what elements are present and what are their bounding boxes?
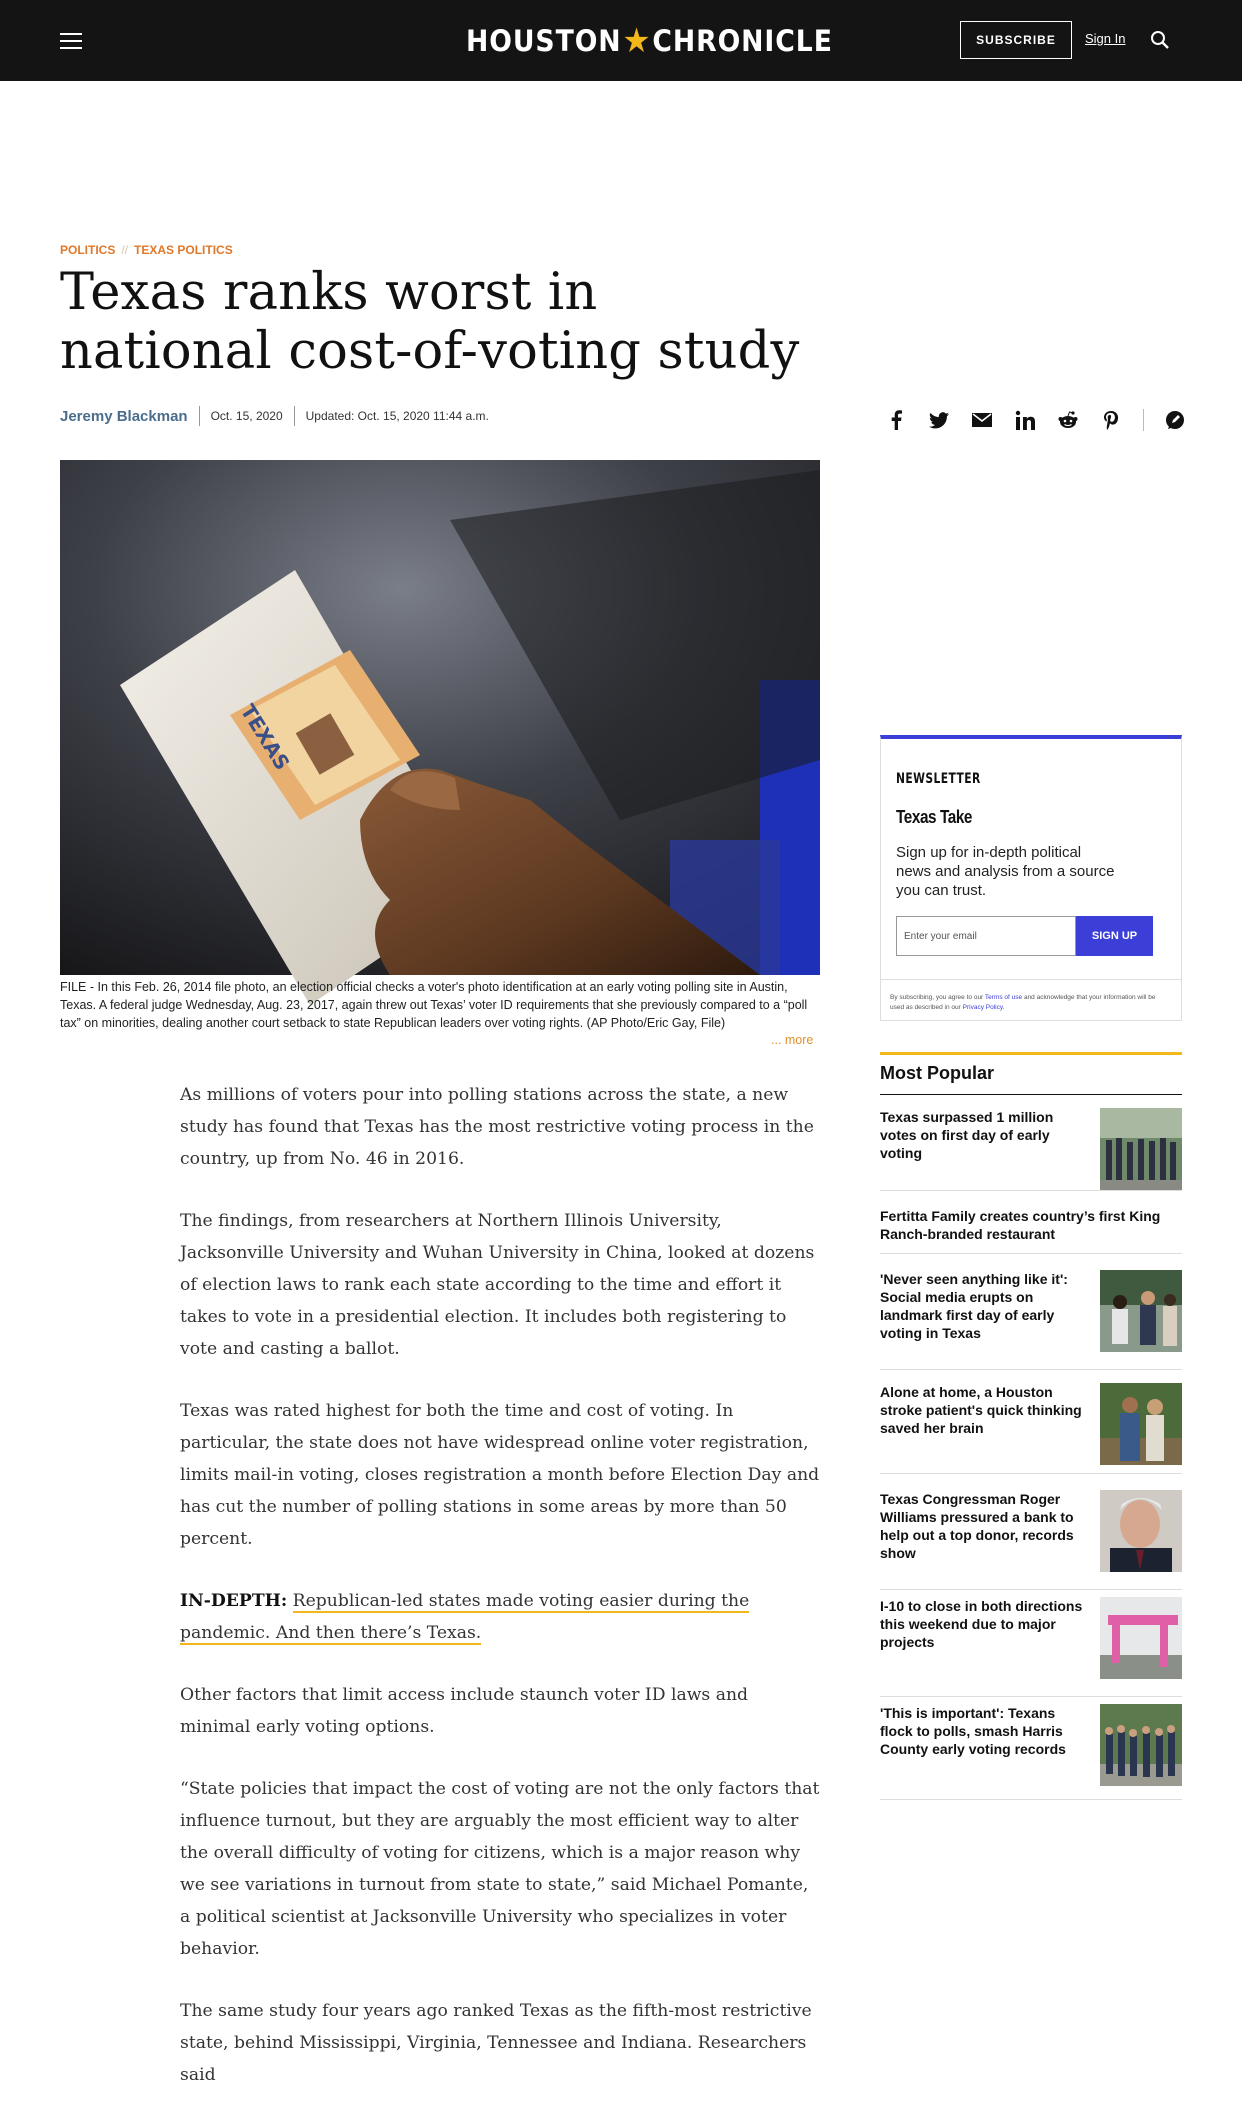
most-popular-item-title: 'Never seen anything like it': Social media erupts on landmark first day of early voting in Texas (880, 1271, 1068, 1341)
pinterest-icon[interactable] (1100, 409, 1122, 431)
byline-divider (294, 406, 295, 426)
newsletter-title: Texas Take (896, 807, 972, 827)
legal-middle: and acknowledge that your information will be used as described in our (890, 994, 1156, 1011)
updated-date: Updated: Oct. 15, 2020 11:44 a.m. (305, 409, 489, 423)
in-depth-link[interactable]: Republican-led states made voting easier during the pandemic. And then there’s Texas. (180, 1591, 750, 1643)
twitter-icon[interactable] (928, 409, 950, 431)
author-link[interactable]: Jeremy Blackman (60, 407, 188, 425)
most-popular-thumbnail[interactable] (1100, 1704, 1182, 1786)
most-popular-title: Most Popular (880, 1063, 995, 1083)
comment-icon[interactable] (1164, 409, 1186, 431)
most-popular-thumbnail[interactable] (1100, 1270, 1182, 1352)
most-popular-item-title: I-10 to close in both directions this weekend due to major projects (880, 1598, 1083, 1650)
most-popular-item-title: Alone at home, a Houston stroke patient's quick thinking saved her brain (880, 1384, 1082, 1436)
most-popular-thumbnail[interactable] (1100, 1490, 1182, 1572)
email-field[interactable]: Enter your email (896, 916, 1076, 956)
svg-text:TEXAS: TEXAS (235, 699, 295, 775)
newsletter-divider (881, 979, 1181, 980)
most-popular-item[interactable] (880, 1383, 1182, 1474)
most-popular-thumbnail[interactable] (1100, 1108, 1182, 1190)
subscribe-button[interactable]: SUBSCRIBE (960, 21, 1072, 59)
search-icon[interactable] (1150, 30, 1170, 50)
article-paragraph: As millions of voters pour into polling stations across the state, a new study has found that Texas has the most restrictive voting process in the country, up from No. 46 in 2016. (180, 1085, 814, 1169)
facebook-icon[interactable] (885, 409, 907, 431)
most-popular-item-title: 'This is important': Texans flock to polls, smash Harris County early voting records (880, 1705, 1066, 1757)
section-link-politics[interactable]: POLITICS (60, 243, 116, 257)
most-popular-item-title: Texas surpassed 1 million votes on first day of early voting (880, 1109, 1054, 1161)
article-paragraph: Texas was rated highest for both the time and cost of voting. In particular, the state does not have widespread online voter registration, limits mail-in voting, closes registration a month before Election Day and has cut the number of polling stations in some areas by more than 50 percent. (180, 1401, 820, 1549)
in-depth-paragraph (180, 1585, 820, 1649)
most-popular-item-title: Texas Congressman Roger Williams pressured a bank to help out a top donor, records show (880, 1491, 1074, 1561)
share-bar (885, 408, 1207, 432)
most-popular-item[interactable] (880, 1490, 1182, 1590)
article-body (180, 1079, 820, 2121)
reddit-icon[interactable] (1057, 409, 1079, 431)
linkedin-icon[interactable] (1014, 409, 1036, 431)
article-photo[interactable] (60, 460, 820, 975)
newsletter-signup (880, 735, 1182, 1021)
article-paragraph: The findings, from researchers at Northern Illinois University, Jacksonville University and Wuhan University in China, looked at dozens of election laws to rank each state according to the time and effort it takes to vote in a presidential election. It includes both registering to vote and casting a ballot. (180, 1211, 815, 1359)
share-divider (1143, 409, 1144, 431)
most-popular-thumbnail[interactable] (1100, 1383, 1182, 1465)
legal-prefix: By subscribing, you agree to our (890, 994, 985, 1001)
site-header (0, 0, 1242, 81)
article-headline: Texas ranks worst in national cost-of-voting study (60, 263, 800, 381)
photo-caption: FILE - In this Feb. 26, 2014 file photo, an election official checks a voter's photo identification at an early voting polling site in Austin, Texas. A federal judge Wednesday, Aug. 23, 2017, again threw out Texas’ voter ID requirements that she previously compared to a “poll tax” on minorities, dealing another court setback to state Republican leaders over voting rights. (AP Photo/Eric Gay, File) (60, 980, 808, 1030)
breadcrumb-separator: // (121, 243, 129, 257)
in-depth-label: IN-DEPTH: (180, 1591, 288, 1611)
caption-more-link[interactable]: ... more (771, 1033, 814, 1047)
email-icon[interactable] (971, 409, 993, 431)
section-link-texas-politics[interactable]: TEXAS POLITICS (134, 243, 233, 257)
article-paragraph: “State policies that impact the cost of voting are not the only factors that influence turnout, but they are arguably the most efficient way to alter the overall difficulty of voting for citizens, which is a major reason why we see variations in turnout from state to state,” said Michael Pomante, a political scientist at Jacksonville University who specializes in voter behavior. (180, 1779, 820, 1959)
most-popular-item[interactable] (880, 1704, 1182, 1800)
article-paragraph: Other factors that limit access include staunch voter ID laws and minimal early voting options. (180, 1685, 749, 1737)
most-popular-divider (880, 1094, 1182, 1095)
most-popular-item[interactable] (880, 1270, 1182, 1370)
privacy-policy-link[interactable]: Privacy Policy (962, 1004, 1003, 1011)
legal-suffix: . (1002, 1004, 1005, 1011)
terms-of-use-link[interactable]: Terms of use (984, 994, 1023, 1001)
sign-in-link[interactable]: Sign In (1085, 31, 1126, 46)
byline-divider (199, 406, 200, 426)
most-popular-item[interactable] (880, 1597, 1182, 1697)
publish-date: Oct. 15, 2020 (210, 409, 283, 423)
site-logo[interactable] (466, 21, 833, 61)
most-popular-item[interactable] (880, 1207, 1182, 1254)
newsletter-legal-text (890, 993, 1160, 1013)
most-popular-item[interactable] (880, 1108, 1182, 1191)
logo-text-left: HOUSTON (466, 24, 622, 58)
newsletter-description: Sign up for in-depth political news and analysis from a source you can trust. (896, 844, 1115, 899)
newsletter-label: NEWSLETTER (896, 771, 981, 787)
logo-star-icon: ★ (622, 21, 652, 61)
most-popular-accent-bar (880, 1052, 1182, 1055)
breadcrumb (60, 243, 233, 257)
most-popular-item-title: Fertitta Family creates country’s first King Ranch-branded restaurant (880, 1208, 1161, 1242)
most-popular-thumbnail[interactable] (1100, 1597, 1182, 1679)
byline (60, 406, 489, 426)
logo-text-right: CHRONICLE (652, 24, 833, 58)
voter-id-photo-illustration (60, 460, 820, 975)
sign-up-button[interactable]: SIGN UP (1076, 916, 1153, 956)
article-paragraph: The same study four years ago ranked Texas as the fifth-most restrictive state, behind Mississippi, Virginia, Tennessee and Indiana. Researchers said (180, 2001, 812, 2085)
menu-icon[interactable] (60, 33, 82, 49)
